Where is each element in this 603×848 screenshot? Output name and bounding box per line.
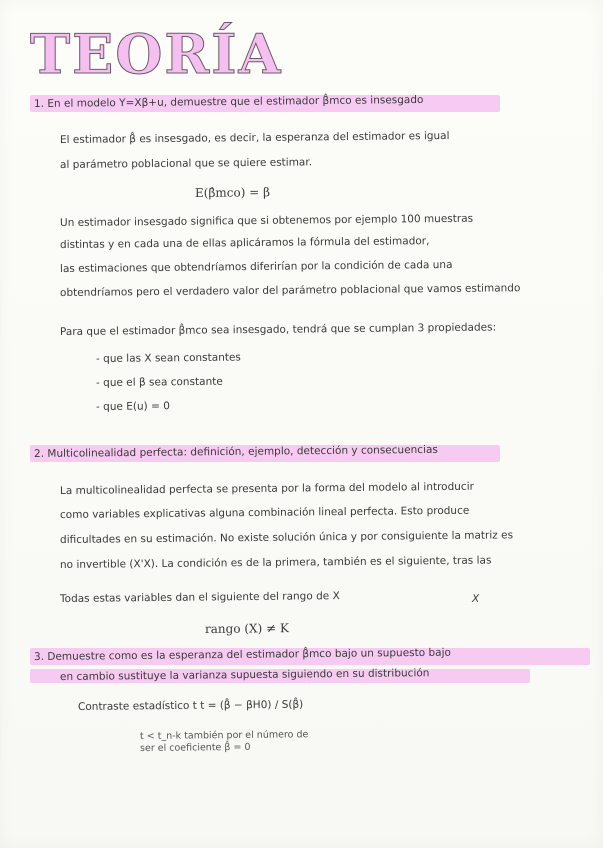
- section-3-heading: 3. Demuestre como es la esperanza del estimador β̂mco bajo un supuesto bajo: [33, 646, 451, 663]
- section-2-line: La multicolinealidad perfecta se presenta por la forma del modelo al introducir: [59, 480, 474, 497]
- section-1-line: El estimador β̂ es insesgado, es decir, la esperanza del estimador es igual: [59, 129, 450, 146]
- section-1-bullet: - que el β sea constante: [95, 375, 223, 389]
- section-1-line: Un estimador insesgado significa que si obtenemos por ejemplo 100 muestras: [59, 212, 474, 229]
- section-1-line: obtendríamos pero el verdadero valor del parámetro poblacional que vamos estimando: [59, 282, 521, 299]
- section-1-line: las estimaciones que obtendríamos diferirían por la condición de cada una: [59, 258, 453, 275]
- section-2-line: dificultades en su estimación. No existe solución única y por consiguiente la matriz es: [59, 529, 514, 546]
- section-2-formula: rango (X) ≠ K: [204, 621, 289, 636]
- section-3-line: en cambio sustituye la varianza supuesta siguiendo en su distribución: [59, 667, 430, 683]
- section-2-line: Todas estas variables dan el siguiente del rango de X: [59, 590, 340, 605]
- section-2-heading: 2. Multicolinealidad perfecta: definición, ejemplo, detección y consecuencias: [33, 443, 438, 460]
- section-3-note: ser el coeficiente β̂ = 0: [139, 741, 251, 754]
- section-2-symbol: X: [471, 592, 480, 605]
- section-1-line: distintas y en cada una de ellas aplicáramos la fórmula del estimador,: [59, 235, 430, 251]
- section-1-line: Para que el estimador β̂mco sea insesgado, tendrá que se cumplan 3 propiedades:: [59, 321, 497, 338]
- section-1-formula: E(β̂mco) = β: [194, 185, 271, 200]
- section-3-formula: Contraste estadístico t t = (β̂ − βH0) / S(β̂): [77, 698, 304, 713]
- section-1-heading: 1. En el modelo Y=Xβ+u, demuestre que el estimador β̂mco es insesgado: [33, 93, 424, 110]
- section-2-line: como variables explicativas alguna combinación lineal perfecta. Esto produce: [59, 504, 470, 521]
- section-1-bullet: - que E(u) = 0: [95, 400, 170, 413]
- page-title: TEORÍA: [30, 22, 283, 86]
- section-1-line: al parámetro poblacional que se quiere estimar.: [59, 156, 313, 171]
- section-1-bullet: - que las X sean constantes: [95, 351, 241, 365]
- section-3-note: t < t_n-k también por el número de: [139, 729, 309, 742]
- section-2-line: no invertible (X'X). La condición es de la primera, también es el siguiente, tras las: [59, 554, 492, 571]
